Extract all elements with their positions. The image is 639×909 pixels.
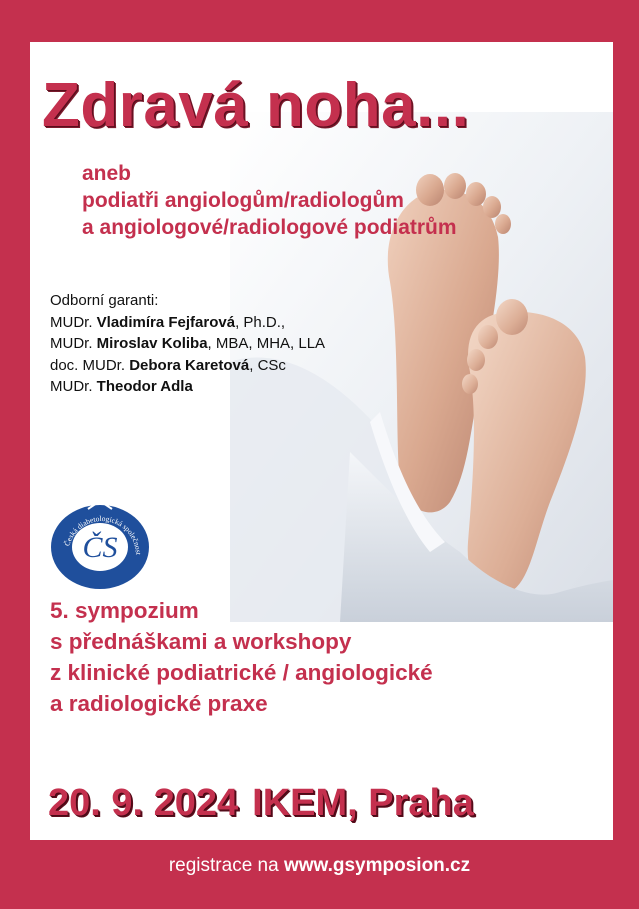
subtitle-line-3: a angiologové/radiologové podiatrům [82, 216, 457, 239]
logo-letters: ČS [82, 531, 118, 564]
event-date: 20. 9. 2024 [48, 782, 239, 824]
subtitle-line-2: podiatři angiologům/radiologům [82, 189, 404, 212]
symposium-line-2: s přednáškami a workshopy [50, 629, 352, 654]
symposium-line-4: a radiologické praxe [50, 691, 268, 716]
symposium-line-1: 5. sympozium [50, 598, 199, 623]
event-venue: IKEM, Praha [252, 782, 474, 824]
registration-footer [0, 855, 639, 877]
guarantors [50, 290, 325, 398]
registration-label: registrace na [168, 855, 284, 876]
guarantor-1: MUDr. Vladimíra Fejfarová, Ph.D., [50, 313, 286, 331]
poster-title: Zdravá noha... [42, 71, 470, 140]
poster-panel [30, 42, 613, 840]
subtitle [82, 160, 457, 241]
society-logo-icon [48, 495, 152, 591]
symposium-info [50, 595, 433, 719]
subtitle-line-1: aneb [82, 162, 132, 185]
guarantors-heading: Odborní garanti: [50, 292, 159, 309]
event-date-venue [48, 782, 474, 825]
guarantor-2: MUDr. Miroslav Koliba, MBA, MHA, LLA [50, 335, 326, 352]
guarantor-3: doc. MUDr. Debora Karetová, CSc [50, 356, 286, 374]
registration-link[interactable]: www.gsymposion.cz [283, 855, 471, 876]
symposium-line-3: z klinické podiatrické / angiologické [50, 660, 433, 685]
guarantor-4: MUDr. Theodor Adla [50, 378, 193, 395]
society-logo [48, 495, 152, 591]
logo-ring-text: Česká diabetologická společnost [62, 513, 144, 556]
